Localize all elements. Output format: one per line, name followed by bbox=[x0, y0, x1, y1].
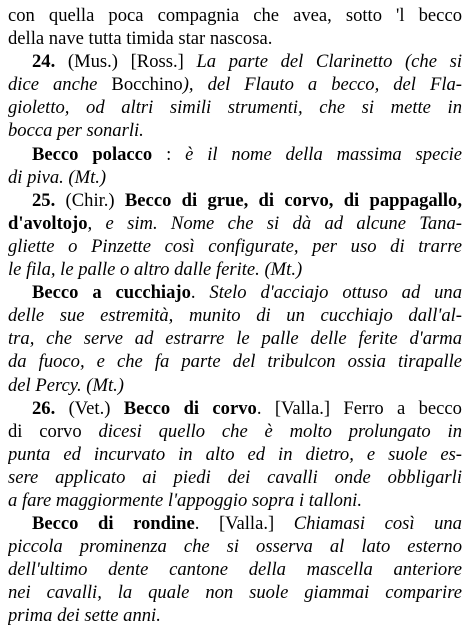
text-run: . bbox=[190, 282, 210, 304]
text-line bbox=[8, 397, 462, 420]
text-run: (Vet.) bbox=[55, 397, 124, 419]
italic-text: tra, che serve ad estrarre le palle delle ferite d'arma bbox=[8, 328, 462, 350]
italic-text: sere applicato ai piedi dei cavalli onde obbligarli bbox=[8, 466, 462, 488]
bold-term: Becco polacco bbox=[32, 143, 153, 165]
text-line bbox=[8, 189, 462, 212]
italic-text: Stelo d'acciajo ottuso ad una bbox=[209, 282, 462, 304]
text-line bbox=[8, 119, 462, 142]
text-line bbox=[8, 604, 462, 627]
text-line bbox=[8, 420, 462, 443]
italic-text: ), bbox=[182, 74, 208, 96]
bold-term: 24. bbox=[32, 51, 56, 73]
text-run: della nave tutta timida star nascosa. bbox=[8, 28, 273, 50]
text-run: (Chir.) bbox=[55, 189, 125, 211]
italic-text: dell'ultimo dente cantone della mascella anteriore bbox=[8, 559, 462, 581]
text-line bbox=[8, 258, 462, 281]
text-line bbox=[8, 535, 462, 558]
italic-text: a fare maggiormente l'appoggio sopra i talloni. bbox=[8, 489, 362, 511]
italic-text: Chiamasi così una bbox=[293, 513, 462, 535]
italic-text: gioletto, od altri simili strumenti, che si mette in bbox=[8, 97, 462, 119]
italic-text: , e sim. Nome che si dà ad alcune Tana- bbox=[87, 212, 462, 234]
bold-term: 25. bbox=[32, 189, 56, 211]
text-line bbox=[8, 96, 462, 119]
italic-text: da fuoco, e che fa parte del tribulcon ossia tirapalle bbox=[8, 351, 462, 373]
text-run: (Mus.) [Ross.] bbox=[55, 51, 197, 73]
bold-term: Becco di corvo bbox=[123, 397, 257, 419]
bold-term: Becco di grue, di corvo, di pappagallo, bbox=[124, 189, 462, 211]
text-line bbox=[8, 50, 462, 73]
text-run: : bbox=[152, 143, 186, 165]
bold-term: Becco a cucchiajo bbox=[32, 282, 191, 304]
bold-term: Becco di rondine bbox=[32, 513, 195, 535]
text-line bbox=[8, 27, 462, 50]
text-line bbox=[8, 327, 462, 350]
italic-text: punta ed incurvato in alto ed in dietro, e suole es- bbox=[8, 443, 462, 465]
text-run: con quella poca compagnia che avea, sotto 'l becco bbox=[8, 5, 462, 26]
text-line bbox=[8, 212, 462, 235]
bold-term: d'avoltojo bbox=[8, 212, 88, 234]
text-line bbox=[8, 166, 462, 189]
italic-text: le fila, le palle o altro dalle ferite. (Mt.) bbox=[8, 259, 303, 281]
italic-text: bocca per sonarli. bbox=[8, 120, 144, 142]
italic-text: delle sue estremità, munito di un cucchiajo dall'al- bbox=[8, 305, 462, 327]
text-line bbox=[8, 443, 462, 466]
text-line bbox=[8, 581, 462, 604]
text-run: . [Valla.] Ferro a becco bbox=[256, 397, 462, 419]
italic-text: gliette o Pinzette così configurate, per uso di trarre bbox=[8, 235, 462, 257]
text-line bbox=[8, 374, 462, 397]
text-line bbox=[8, 558, 462, 581]
italic-text: di piva. (Mt.) bbox=[8, 166, 107, 188]
italic-text: prima dei sette anni. bbox=[8, 605, 161, 627]
text-line bbox=[8, 73, 462, 96]
text-line bbox=[8, 466, 462, 489]
italic-text: piccola prominenza che si osserva al lato esterno bbox=[8, 536, 462, 558]
text-run: Bocchino bbox=[111, 74, 183, 96]
text-line bbox=[8, 350, 462, 373]
italic-text: del Flauto a becco, del Fla- bbox=[207, 74, 462, 96]
italic-text: è il nome della massima specie bbox=[185, 143, 462, 165]
text-run: di corvo bbox=[8, 420, 99, 442]
italic-text: La parte del Clarinetto (che si bbox=[196, 51, 462, 73]
text-line bbox=[8, 489, 462, 512]
text-line bbox=[8, 304, 462, 327]
italic-text: nei cavalli, la quale non suole giammai comparire bbox=[8, 582, 462, 604]
text-line bbox=[8, 4, 462, 27]
italic-text: dice anche bbox=[8, 74, 112, 96]
italic-text: del Percy. (Mt.) bbox=[8, 374, 124, 396]
bold-term: 26. bbox=[32, 397, 56, 419]
text-line bbox=[8, 235, 462, 258]
text-line bbox=[8, 512, 462, 535]
text-line bbox=[8, 143, 462, 166]
italic-text: dicesi quello che è molto prolungato in bbox=[98, 420, 462, 442]
text-run: . [Valla.] bbox=[194, 513, 294, 535]
text-line bbox=[8, 281, 462, 304]
